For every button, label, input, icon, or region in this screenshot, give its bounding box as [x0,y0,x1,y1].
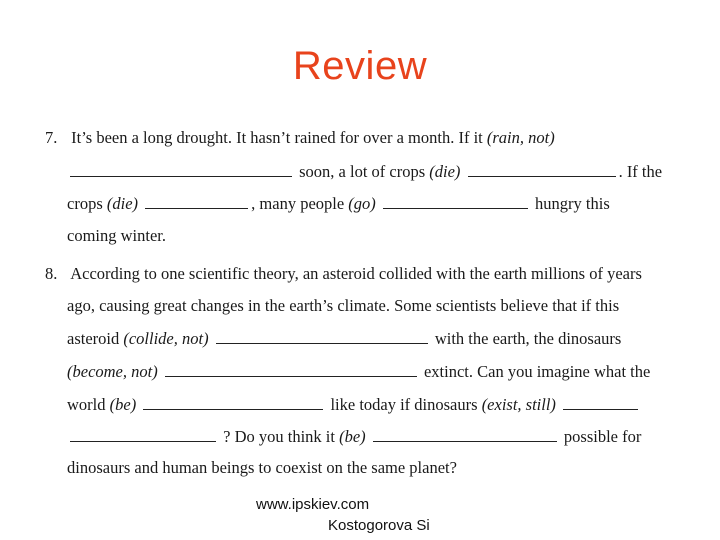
slide-title: Review [292,44,428,88]
verb-hint: (exist, still) [481,395,556,414]
answer-blank[interactable] [70,162,292,177]
q8-text: world [67,395,106,414]
verb-hint: (be) [339,427,366,446]
answer-blank[interactable] [143,395,323,410]
q7-line-1 [45,128,555,148]
q8-text: like today if dinosaurs [330,395,478,414]
footer-author: Kostogorova Si [328,517,430,534]
q7-text: crops [67,194,103,213]
answer-blank[interactable] [216,329,428,344]
q7-text: It’s been a long drought. It hasn’t rained for over a month. If it [71,128,483,147]
verb-hint: (become, not) [67,362,158,381]
q7-text: , many people [251,194,345,213]
q8-line-1 [45,264,642,284]
answer-blank[interactable] [165,362,417,377]
question-number: 8. [45,264,58,283]
verb-hint: (be) [109,395,137,414]
q8-line-2 [67,296,619,316]
q8-line-4 [67,362,650,382]
answer-blank[interactable] [373,427,557,442]
q7-text: hungry this [535,194,610,213]
answer-blank[interactable] [383,194,528,209]
q8-text: possible for [563,427,642,446]
question-number: 7. [45,128,58,147]
answer-blank[interactable] [563,395,638,410]
footer-site-link[interactable]: www.ipskiev.com [256,496,370,513]
q7-text: soon, a lot of crops [299,162,426,181]
q8-text: ? Do you think it [223,427,335,446]
q7-text: . If the [618,162,663,181]
q8-text: dinosaurs and human beings to coexist on the same planet? [67,458,457,477]
q8-line-7 [67,458,457,478]
q8-text: According to one scientific theory, an asteroid collided with the earth millions of years [70,264,642,283]
q8-line-3 [67,329,621,349]
q8-text: asteroid [67,329,120,348]
q7-line-2 [67,162,662,182]
q7-line-4 [67,226,166,246]
answer-blank[interactable] [145,194,248,209]
answer-blank[interactable] [70,427,216,442]
q8-line-6 [67,427,641,447]
q8-line-5 [67,395,641,415]
verb-hint: (rain, not) [486,128,555,147]
verb-hint: (die) [106,194,139,213]
verb-hint: (go) [348,194,376,213]
verb-hint: (die) [429,162,461,181]
answer-blank[interactable] [468,162,616,177]
verb-hint: (collide, not) [123,329,209,348]
q7-line-3 [67,194,610,214]
q8-text: with the earth, the dinosaurs [434,329,622,348]
q8-text: extinct. Can you imagine what the [423,362,651,381]
q8-text: ago, causing great changes in the earth’s climate. Some scientists believe that if this [67,296,620,315]
q7-text: coming winter. [67,226,166,245]
